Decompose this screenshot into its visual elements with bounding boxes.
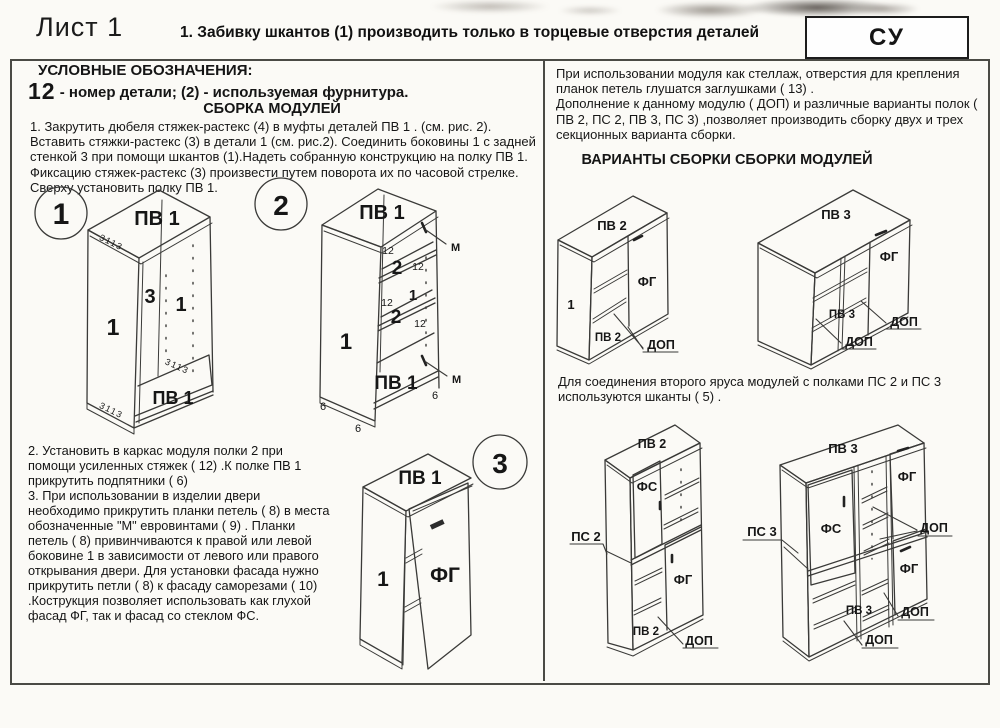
variant-3-drawing: [548, 421, 728, 666]
var4-glass-door-label: ФС: [820, 521, 842, 536]
var2-addon-label: ДОП: [845, 335, 873, 349]
assembly-step-3: 3. При использовании в изделии двери необходимо прикрутить планки петель ( 8) в места обозначенные "М" евровинтами ( 9) . Планки петель ( 8) привинчиваются к правой или левой боковине 1 в зависимости от левого или правого открывания двери. Для установки фасада нужно прикрутить петли ( 8) к фасаду саморезами ( 10) .Кострукция позволяет использовать как глухой фасад ФГ, так и фасад со стеклом ФС.: [28, 487, 330, 623]
var3-top-panel-label: ПВ 2: [637, 437, 667, 451]
fig2-inner-side-label: 1: [408, 287, 418, 304]
variant-4-drawing: [738, 419, 983, 664]
var4-door-bottom-label: ФГ: [899, 561, 919, 576]
figure-2-shelves-drawing: [250, 177, 480, 439]
var1-side-panel-label: 1: [567, 297, 575, 312]
var2-top-panel-label: ПВ 3: [821, 207, 851, 222]
fig2-fastener-label: 12: [414, 318, 426, 330]
figure-number: 2: [273, 190, 289, 221]
fig2-side-panel-label: 1: [339, 329, 353, 354]
var4-door-top-label: ФГ: [897, 469, 917, 484]
var3-glass-door-label: ФС: [636, 479, 658, 494]
fig1-back-panel-label: 3: [144, 286, 156, 308]
figure-number: 3: [492, 448, 508, 479]
var4-addon-label: ДОП: [865, 633, 893, 647]
legend-title: УСЛОВНЫЕ ОБОЗНАЧЕНИЯ:: [38, 62, 253, 79]
fig1-edge-marks: 3113: [97, 400, 125, 421]
fig1-edge-marks: 3113: [163, 356, 191, 376]
fig1-top-panel-label: ПВ 1: [134, 208, 180, 230]
assembly-step-2: 2. Установить в каркас модуля полки 2 при помощи усиленных стяжек ( 12) .К полке ПВ 1 прикрутить подпятники ( 6): [28, 443, 302, 488]
var4-addon-label: ДОП: [920, 521, 948, 535]
var1-bottom-panel-label: ПВ 2: [594, 332, 622, 344]
stamp-label: СУ: [869, 23, 905, 51]
fig2-hinge-mark: М: [452, 374, 462, 386]
var3-door-label: ФГ: [673, 572, 693, 587]
fig3-door-label: ФГ: [430, 564, 460, 587]
fig2-top-panel-label: ПВ 1: [359, 202, 405, 224]
figure-3-door-drawing: [330, 430, 542, 690]
assembly-steps-2-3: [28, 444, 331, 624]
column-divider: [543, 59, 545, 681]
fig2-fastener-label: 12: [381, 297, 393, 309]
var2-addon-label: ДОП: [890, 315, 918, 329]
var4-bottom-panel-label: ПВ 3: [845, 605, 873, 617]
scan-smudge: [558, 6, 622, 15]
var3-bottom-panel-label: ПВ 2: [632, 626, 660, 638]
var4-top-panel-label: ПВ 3: [828, 441, 858, 456]
door-handle-icon: [430, 519, 445, 529]
assembly-section-title: СБОРКА МОДУЛЕЙ: [203, 101, 341, 117]
fig2-foot-label: 6: [431, 390, 439, 402]
var3-addon-label: ДОП: [685, 634, 713, 648]
var1-top-panel-label: ПВ 2: [597, 218, 627, 233]
var3-tier-shelf-label: ПС 2: [571, 529, 601, 544]
scan-smudge: [850, 3, 920, 15]
var2-bottom-panel-label: ПВ 3: [828, 309, 856, 321]
var1-door-label: ФГ: [637, 274, 657, 289]
fig1-bottom-panel-label: ПВ 1: [152, 388, 194, 408]
sheet-title: Лист 1: [36, 12, 124, 42]
fig1-inner-side-label: 1: [175, 294, 187, 316]
fig2-fastener-label: 12: [412, 261, 424, 273]
fig1-edge-marks: 3113: [97, 232, 125, 253]
figure-1-carcass-drawing: [25, 183, 265, 435]
fig2-foot-label: 6: [354, 423, 362, 435]
var1-addon-label: ДОП: [647, 338, 675, 352]
assembly-step-1: 1. Закрутить дюбеля стяжек-растекс (4) в муфты деталей ПВ 1 . (см. рис. 2). Вставить стяжки-растекс (3) в детали 1 (см. рис.2). Соединить боковины 1 с задней стенкой 3 при помощи шкантов (1).Надеть собранную конструкцию на полку ПВ 1. Фиксацию стяжек-растекс (3) произвести путем поворота их по часовой стрелке. Сверху установить полку ПВ 1.: [30, 119, 536, 195]
right-paragraph-1: При использовании модуля как стеллаж, отверстия для крепления планок петель глушатся заглушками ( 13) .: [556, 66, 960, 97]
right-paragraph-2: Дополнение к данному модулю ( ДОП) и различные варианты полок ( ПВ 2, ПС 2, ПВ 3, ПС 3) ,позволяет производить сборку двух и трех секционных варианта сборки.: [556, 96, 978, 142]
fig3-side-panel-label: 1: [377, 568, 389, 591]
right-paragraph-3: Для соединения второго яруса модулей с полками ПС 2 и ПС 3 используются шканты ( 5) .: [558, 374, 942, 405]
var2-door-label: ФГ: [879, 249, 899, 264]
var4-addon-label: ДОП: [901, 605, 929, 619]
fig2-shelf-label: 2: [390, 307, 402, 328]
var4-tier-shelf-label: ПС 3: [747, 524, 777, 539]
variant-2-drawing: [753, 185, 928, 377]
fig2-fastener-label: 12: [382, 245, 394, 257]
scan-smudge: [430, 0, 550, 13]
figure-number: 1: [52, 198, 70, 231]
fig2-shelf-label: 2: [391, 258, 403, 279]
fig1-side-panel-label: 1: [106, 314, 120, 340]
right-intro: [556, 66, 982, 142]
variants-section-title: ВАРИАНТЫ СБОРКИ СБОРКИ МОДУЛЕЙ: [581, 152, 873, 168]
header-instruction: 1. Забивку шкантов (1) производить только в торцевые отверстия деталей: [180, 24, 759, 41]
legend-number-sample: 12: [28, 78, 56, 104]
stamp-box: [805, 16, 969, 59]
fig2-bottom-panel-label: ПВ 1: [374, 373, 418, 394]
fig3-top-panel-label: ПВ 1: [398, 468, 442, 489]
variant-1-drawing: [548, 190, 683, 370]
legend-text: - номер детали; (2) - используемая фурнитура.: [55, 84, 409, 101]
fig2-hinge-mark: М: [451, 242, 461, 254]
fig2-foot-label: 6: [319, 401, 327, 413]
